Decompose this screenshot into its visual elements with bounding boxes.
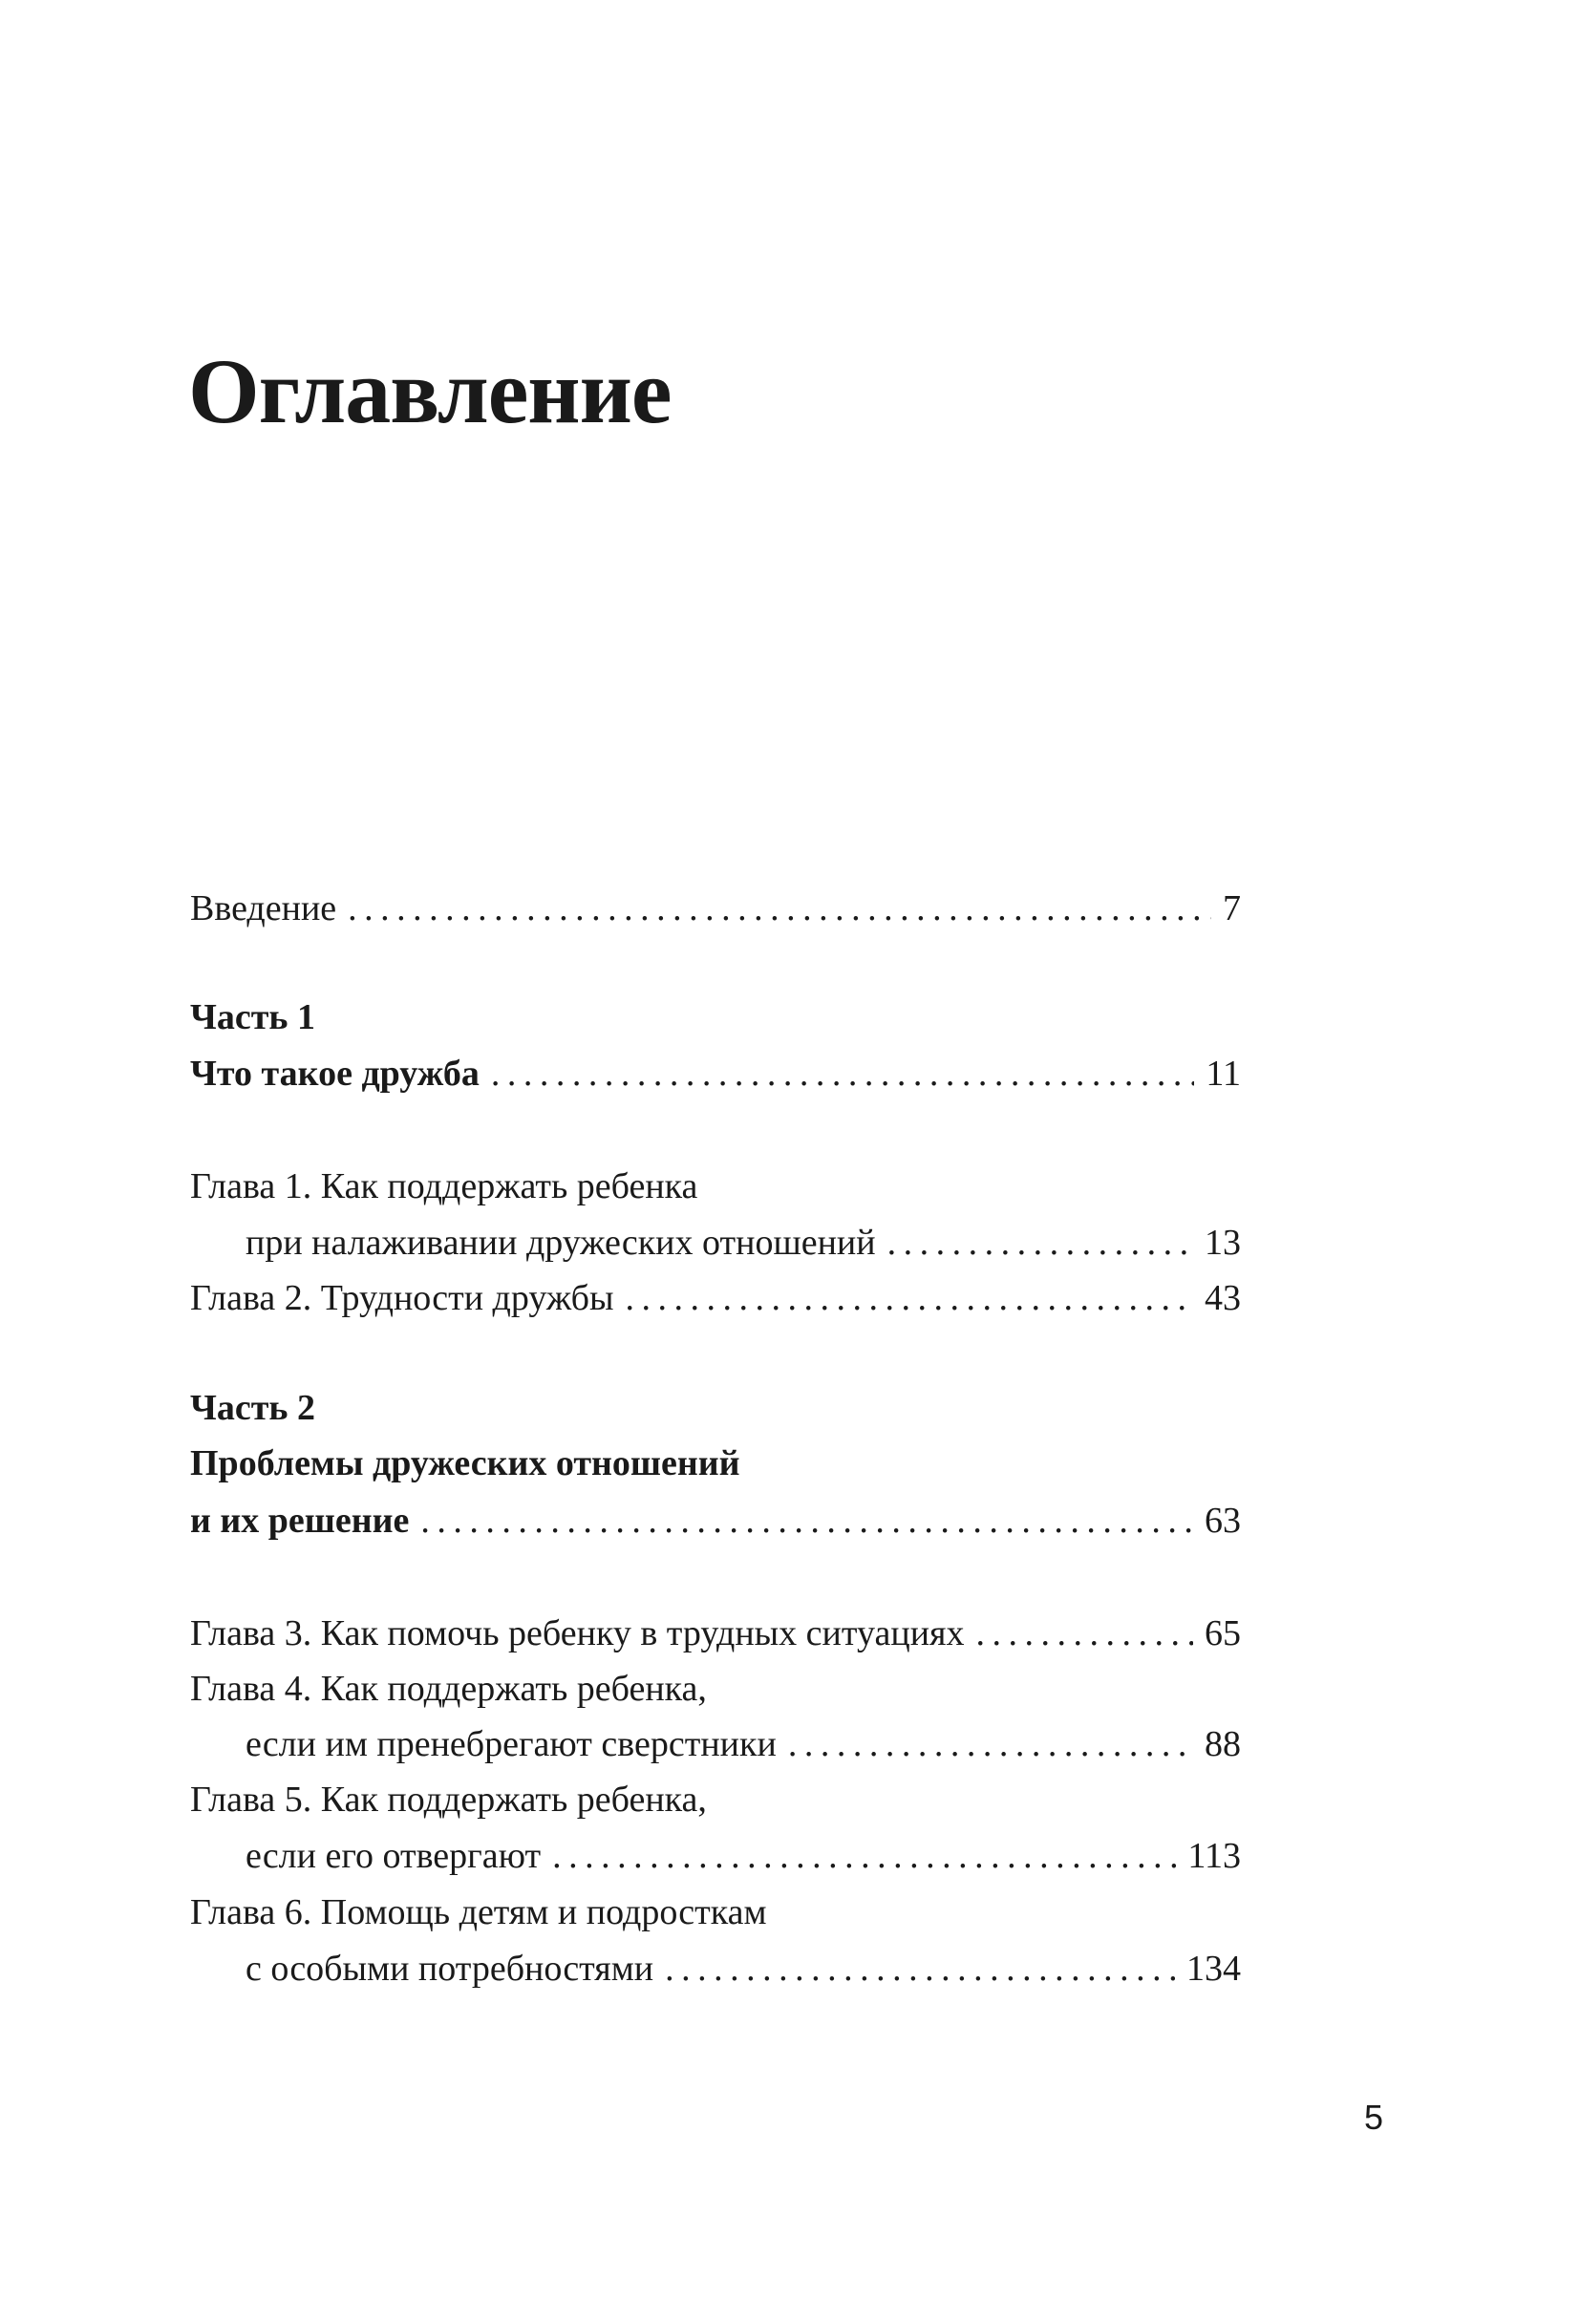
toc-chapter-5: если его отвергают . . . 113 [190,1828,1241,1884]
toc-chapter-1-line1: Глава 1. Как поддержать ребенка [190,1166,698,1206]
toc-part-2: и их решение . . . 63 [190,1493,1241,1548]
toc-chapter-3: Глава 3. Как помочь ребенку в трудных ситуациях . . . 65 [190,1606,1241,1661]
toc-chapter-5-line1: Глава 5. Как поддержать ребенка, [190,1780,707,1820]
toc-chapter-4: если им пренебрегают сверстники . . . 88 [190,1716,1241,1772]
dot-leader [491,1046,1195,1101]
toc-entry-intro: Введение . . . 7 [190,881,1241,936]
toc-part-1: Что такое дружба . . . 11 [190,1046,1241,1101]
dot-leader [626,1270,1194,1326]
toc-part-2-title-line1: Проблемы дружеских отношений [190,1443,740,1483]
toc-chapter-2: Глава 2. Трудности дружбы . . . 43 [190,1270,1241,1326]
dot-leader [420,1493,1193,1548]
toc-chapter-1: при налаживании дружеских отношений . . . 13 [190,1215,1241,1270]
dot-leader [976,1606,1193,1661]
toc-chapter-6-line1: Глава 6. Помощь детям и подросткам [190,1892,767,1932]
dot-leader [552,1828,1176,1884]
toc-chapter-6: с особыми потребностями . . . 134 [190,1941,1241,1996]
page-number: 5 [1364,2098,1384,2137]
dot-leader [665,1941,1175,1996]
page-title: Оглавление [188,340,672,442]
dot-leader [348,881,1211,936]
toc-chapter-4-line1: Глава 4. Как поддержать ребенка, [190,1669,707,1709]
toc-part-1-label: Часть 1 [190,997,316,1037]
dot-leader [887,1215,1193,1270]
dot-leader [788,1716,1193,1772]
toc-part-2-label: Часть 2 [190,1388,316,1428]
